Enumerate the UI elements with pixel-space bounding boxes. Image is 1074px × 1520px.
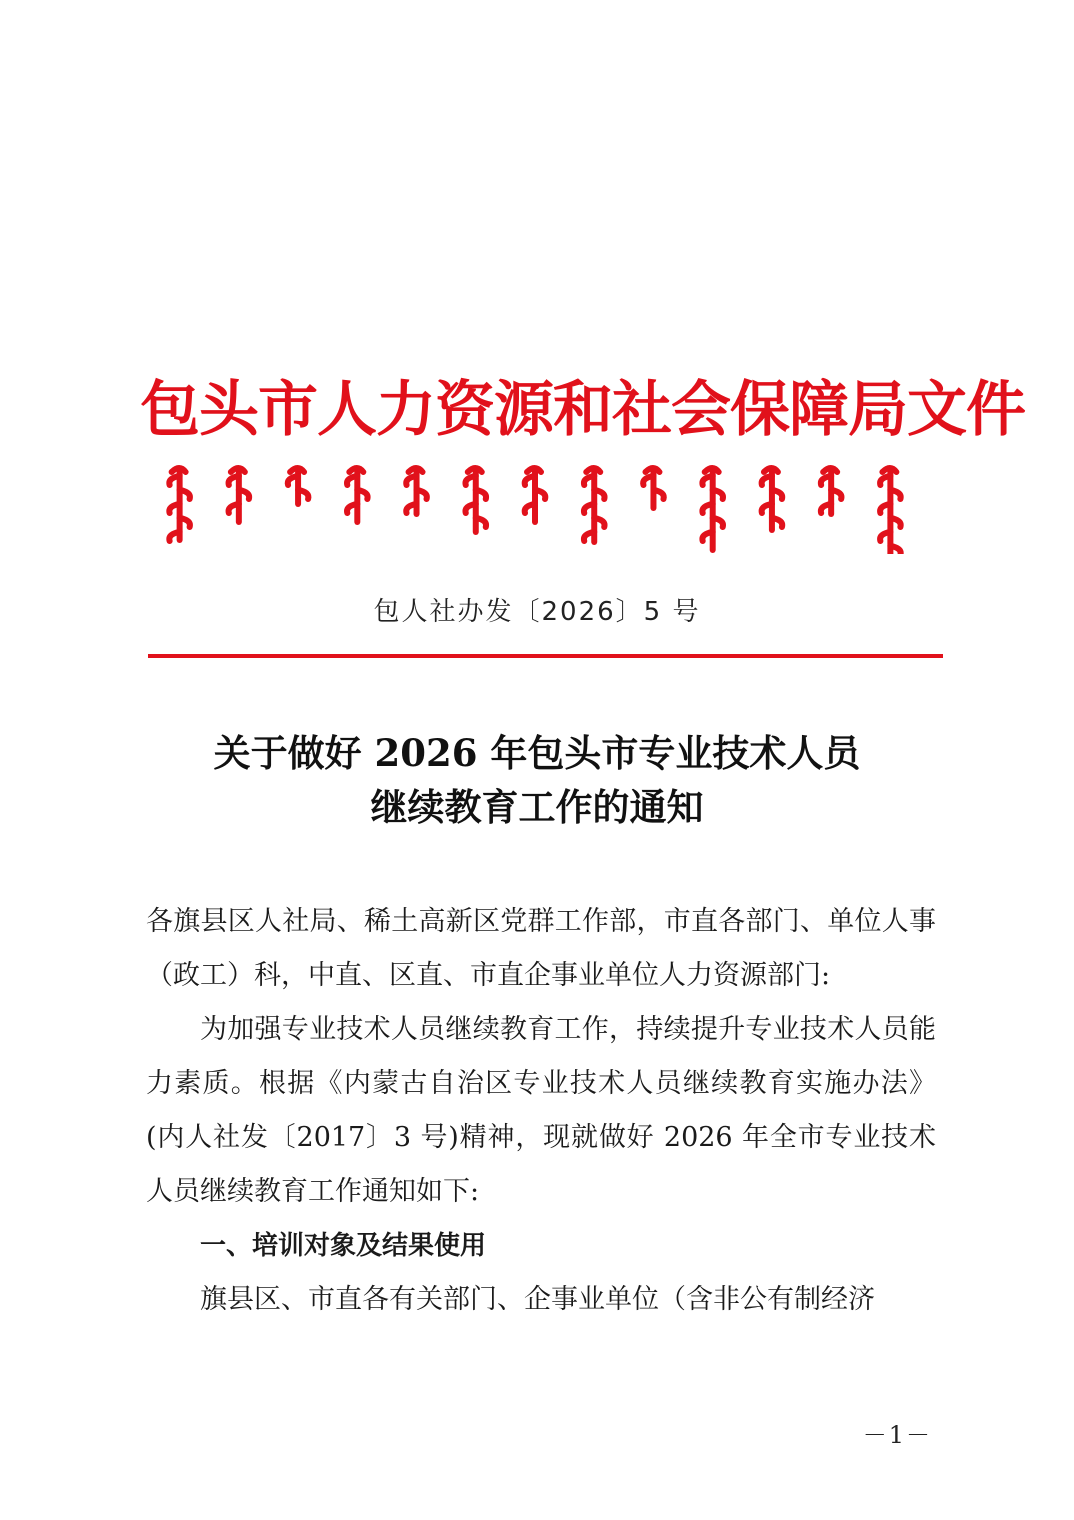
mongolian-header-script bbox=[150, 462, 920, 554]
notice-title bbox=[140, 726, 934, 834]
mongolian-word bbox=[229, 468, 250, 522]
mongolian-script-graphic bbox=[150, 462, 920, 554]
mongolian-word bbox=[643, 468, 664, 508]
body-content bbox=[146, 895, 936, 1327]
red-divider-line bbox=[148, 654, 943, 658]
mongolian-word bbox=[702, 468, 723, 550]
intro-paragraph: 为加强专业技术人员继续教育工作，持续提升专业技术人员能力素质。根据《内蒙古自治区专业技术人员继续教育实施办法》(内人社发〔2017〕3 号)精神，现就做好 2026 年全市专业技术人员继续教育工作通知如下: bbox=[146, 1014, 936, 1207]
addressee-paragraph: 各旗县区人社局、稀土高新区党群工作部，市直各部门、单位人事（政工）科，中直、区直、市直企事业单位人力资源部门: bbox=[146, 906, 936, 991]
document-number: 包人社办发〔2026〕5 号 bbox=[373, 597, 701, 627]
mongolian-word bbox=[821, 468, 842, 514]
org-header-title: 包头市人力资源和社会保障局文件 bbox=[140, 375, 1025, 445]
title-line-1: 关于做好 2026 年包头市专业技术人员 bbox=[213, 731, 861, 775]
mongolian-word bbox=[762, 468, 783, 530]
mongolian-word bbox=[288, 468, 309, 504]
page-number: －1－ bbox=[862, 1421, 932, 1449]
mongolian-word bbox=[406, 468, 427, 514]
title-line-2: 继续教育工作的通知 bbox=[370, 785, 704, 829]
mongolian-word bbox=[584, 468, 605, 542]
section-1-paragraph: 旗县区、市直各有关部门、企事业单位（含非公有制经济 bbox=[200, 1284, 875, 1315]
mongolian-word bbox=[525, 468, 546, 522]
mongolian-word bbox=[347, 468, 368, 522]
mongolian-word bbox=[169, 468, 190, 541]
mongolian-word bbox=[880, 468, 901, 554]
section-1-heading: 一、培训对象及结果使用 bbox=[200, 1231, 487, 1261]
mongolian-word bbox=[465, 468, 486, 532]
